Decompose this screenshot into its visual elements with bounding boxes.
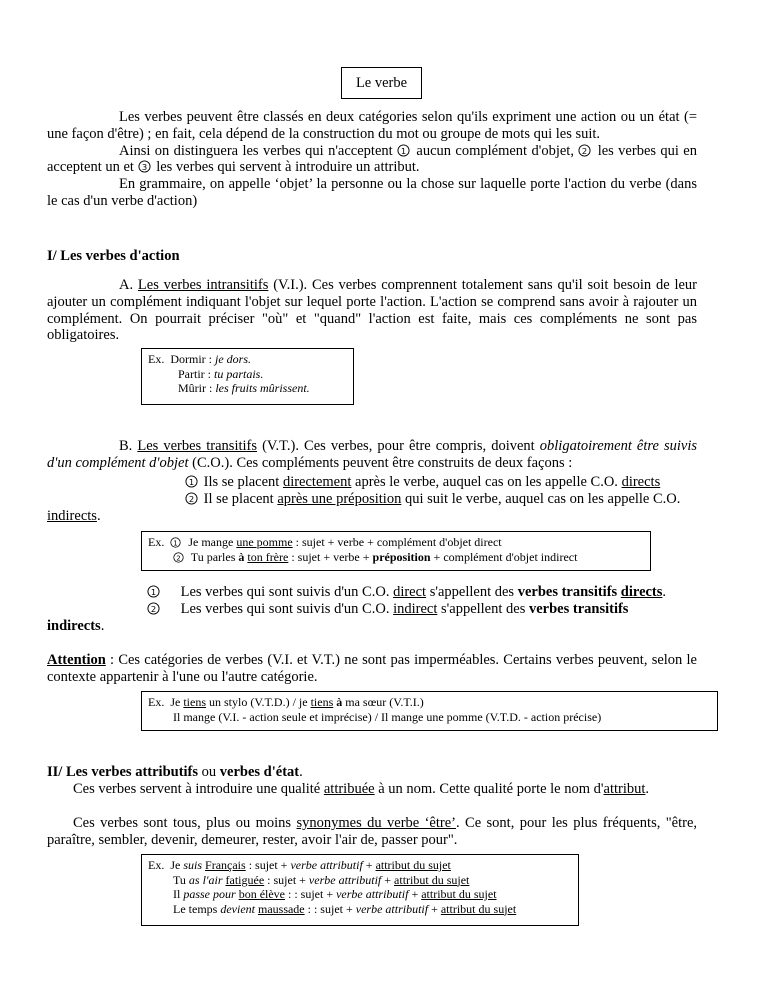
svg-text:2: 2 <box>150 603 157 614</box>
intro-block <box>47 109 697 210</box>
page-title: Le verbe <box>341 67 422 99</box>
section-1b-paragraph: B. Les verbes transitifs (V.T.). Ces verbes, pour être compris, doivent obligatoirement être suivis d'un complément d'objet (C.O.). Ces compléments peuvent être construits de deux façons : <box>47 438 698 471</box>
circled-two-icon <box>173 552 188 565</box>
term-transitifs: Les verbes transitifs <box>137 438 257 454</box>
circled-one-icon <box>185 475 200 488</box>
attention-label: Attention <box>47 652 106 668</box>
section-1-heading: I/ Les verbes d'action <box>47 248 180 264</box>
circled-three-icon <box>138 160 153 173</box>
section-2-heading: II/ Les verbes attributifs ou verbes d'état. <box>47 764 303 780</box>
summary-block: 1 Les verbes qui sont suivis d'un C.O. direct s'appellent des verbes transitifs directs. 2 Les verbes qui sont suivis d'un C.O. indirect s'appellent des verbes transitifs indirects. <box>47 584 667 634</box>
svg-text:1: 1 <box>400 145 407 156</box>
section-1b-list: 1 Ils se placent directement après le verbe, auquel cas on les appelle C.O. directs 2 Il se placent après une préposition qui suit le verbe, auquel cas on les appelle C.O. indirects. <box>47 474 681 524</box>
circled-one-icon <box>397 144 412 157</box>
circled-two-icon <box>147 602 177 615</box>
attention-paragraph: Attention : Ces catégories de verbes (V.I. et V.T.) ne sont pas imperméables. Certains verbes peuvent, selon le contexte appartenir à l'une ou l'autre catégorie. <box>47 652 697 685</box>
example-box-3: Ex. Je tiens un stylo (V.T.D.) / je tiens à ma sœur (V.T.I.) Il mange (V.I. - action seule et imprécise) / Il mange une pomme (V.T.D. - action précise) <box>141 691 718 731</box>
circled-two-icon <box>185 492 200 505</box>
circled-one-icon <box>170 537 185 550</box>
svg-text:2: 2 <box>188 493 195 504</box>
intro-paragraph-2: Ainsi on distinguera les verbes qui n'acceptent 1 aucun complément d'objet, 2 les verbes qui en acceptent un et 3 les verbes qui servent à introduire un attribut. <box>47 142 697 176</box>
svg-text:2: 2 <box>176 553 181 563</box>
circled-two-icon <box>578 144 593 157</box>
section-1a-paragraph: A. Les verbes intransitifs (V.I.). Ces verbes comprennent totalement sans qu'il soit besoin de leur ajouter un complément indiquant l'objet sur lequel porte l'action. L'action se comprend sans avoir à rajouter un complément. On pourrait préciser "où" et "quand" l'action est faite, mais ces compléments ne sont pas obligatoires. <box>47 277 697 344</box>
section-2-paragraph-1: Ces verbes servent à introduire une qualité attribuée à un nom. Cette qualité porte le nom d'attribut. <box>73 781 650 797</box>
svg-text:2: 2 <box>582 145 588 156</box>
svg-text:1: 1 <box>173 538 179 548</box>
circled-one-icon <box>147 585 177 598</box>
intro-paragraph-1: Les verbes peuvent être classés en deux catégories selon qu'ils expriment une action ou un état (= une façon d'être) ; en fait, cela dépend de la construction du mot ou groupe de mots qui les suit. <box>47 109 697 142</box>
intro-paragraph-3: En grammaire, on appelle ‘objet’ la personne ou la chose sur laquelle porte l'action du verbe (dans le cas d'un verbe d'action) <box>47 176 697 209</box>
term-intransitifs: Les verbes intransitifs <box>137 277 269 293</box>
svg-text:3: 3 <box>141 162 147 173</box>
svg-text:1: 1 <box>150 586 157 597</box>
example-box-2: Ex. 1 Je mange une pomme : sujet + verbe + complément d'objet direct 2 Tu parles à ton frère : sujet + verbe + préposition + complément d'objet indirect <box>141 531 651 571</box>
section-2-paragraph-2: Ces verbes sont tous, plus ou moins synonymes du verbe ‘être’. Ce sont, pour les plus fréquents, "être, paraître, sembler, devenir, demeurer, rester, avoir l'air de, passer pour". <box>47 815 698 848</box>
svg-text:1: 1 <box>188 476 195 487</box>
example-box-4: Ex. Je suis Français : sujet + verbe attributif + attribut du sujet Tu as l'air fatiguée : sujet + verbe attributif + attribut du sujet Il passe pour bon élève : : sujet + verbe attributif + attribut du sujet Le temps devient maussade : : sujet + verbe attributif + attribut du sujet <box>141 854 579 926</box>
example-box-1: Ex. Dormir : je dors. Partir : tu partais. Mûrir : les fruits mûrissent. <box>141 348 354 405</box>
